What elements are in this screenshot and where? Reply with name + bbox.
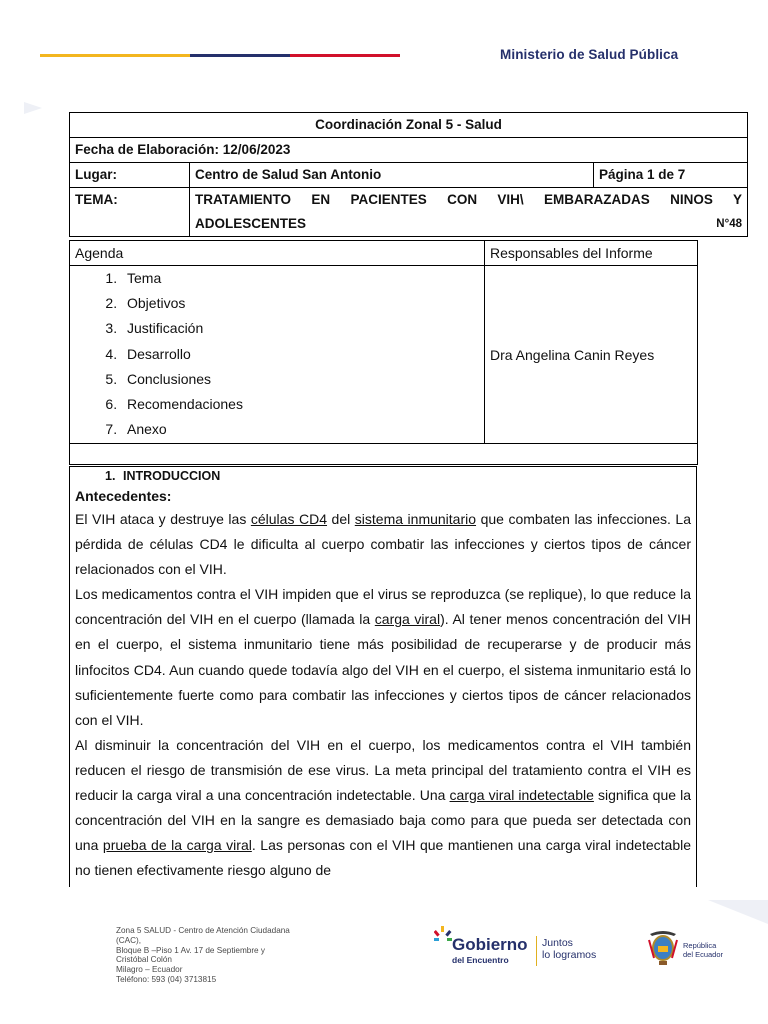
text-run: ). Al tener menos concentración del VIH en el cuerpo, el sistema inmunitario tiene más posibilidad de recuperarse y de producir más linfocitos CD4. Aun cuando quede todavía algo del VIH en el cuerpo, el sistema inmunitario está lo suficientemente fuerte como para combatir las infecciones y ciertos tipos de cáncer relacionados con el VIH. bbox=[75, 611, 691, 728]
text-run: Los medicamentos contra el VIH impiden que el virus se reproduzca (se replique), lo que reduce la concentración del VIH en el cuerpo (llamada la bbox=[75, 586, 691, 628]
info-table bbox=[69, 112, 748, 237]
topic-label: TEMA: bbox=[70, 188, 190, 237]
address-line: Bloque B –Piso 1 Av. 17 de Septiembre y bbox=[116, 945, 265, 955]
topic-line-2-row bbox=[195, 212, 742, 236]
header-color-bar bbox=[40, 54, 400, 57]
gobierno-tagline bbox=[542, 938, 596, 961]
antecedentes-heading: Antecedentes: bbox=[75, 488, 172, 504]
topic-line-1: TRATAMIENTO EN PACIENTES CON VIH\ EMBARAZADAS NINOS Y bbox=[195, 192, 742, 207]
text-run: Al disminuir la concentración del VIH en el cuerpo, los medicamentos contra el VIH también reducen el riesgo de transmisión de ese virus. La meta principal del tratamiento contra el VIH es reducir la carga viral a una concentración indetectable. Una bbox=[75, 736, 691, 804]
topic-cell bbox=[190, 188, 748, 237]
empty-row bbox=[70, 444, 698, 465]
link-cd4-cells[interactable]: células CD4 bbox=[250, 511, 328, 527]
link-undetectable-viral-load[interactable]: carga viral indetectable bbox=[449, 787, 594, 804]
topic-line-2: ADOLESCENTES bbox=[195, 216, 307, 231]
agenda-item: 4. Desarrollo bbox=[121, 342, 479, 367]
gobierno-star-icon bbox=[434, 926, 452, 948]
section-number: 1. bbox=[105, 469, 116, 483]
agenda-item: 7. Anexo bbox=[121, 417, 479, 442]
address-line: Zona 5 SALUD - Centro de Atención Ciudadana bbox=[116, 926, 290, 935]
ministry-title: Ministerio de Salud Pública bbox=[500, 47, 679, 62]
section-heading bbox=[105, 467, 691, 485]
agenda-item: 6. Recomendaciones bbox=[121, 392, 479, 417]
bar-red bbox=[290, 54, 400, 57]
introduction-section bbox=[69, 466, 697, 887]
republic-line: República bbox=[683, 941, 717, 950]
section-title: INTRODUCCION bbox=[123, 469, 221, 483]
decorative-corner-footer bbox=[708, 900, 768, 924]
republic-line: del Ecuador bbox=[683, 949, 724, 959]
tagline-line: lo logramos bbox=[542, 948, 597, 961]
agenda-title: Agenda bbox=[70, 241, 485, 266]
agenda-item: 3. Justificación bbox=[121, 316, 479, 341]
gobierno-wordmark: Gobierno bbox=[452, 935, 528, 954]
address-line: (CAC), bbox=[116, 935, 142, 945]
responsible-title: Responsables del Informe bbox=[485, 241, 698, 266]
government-logo bbox=[434, 922, 624, 970]
bar-blue bbox=[190, 54, 290, 57]
text-run: significa que la concentración del VIH en la sangre es demasiado baja como para que pueda ser detectada con una bbox=[75, 787, 691, 854]
footer-address bbox=[116, 926, 336, 985]
agenda-list bbox=[75, 266, 479, 442]
paragraph-1 bbox=[75, 507, 691, 582]
bar-yellow bbox=[40, 54, 190, 57]
date-row: Fecha de Elaboración: 12/06/2023 bbox=[70, 138, 748, 163]
tagline-line: Juntos bbox=[542, 937, 573, 949]
republic-label bbox=[683, 942, 723, 959]
page-indicator: Página 1 de 7 bbox=[594, 163, 748, 188]
gobierno-subtitle: del Encuentro bbox=[452, 955, 509, 965]
address-line: Milagro – Ecuador bbox=[116, 965, 183, 975]
address-line: Cristóbal Colón bbox=[116, 955, 172, 965]
agenda-item: 5. Conclusiones bbox=[121, 367, 479, 392]
paragraph-3 bbox=[75, 733, 691, 884]
coordination-title: Coordinación Zonal 5 - Salud bbox=[70, 113, 748, 138]
agenda-table bbox=[69, 240, 698, 465]
ecuador-coat-of-arms-icon bbox=[646, 928, 680, 968]
agenda-item: 2. Objetivos bbox=[121, 291, 479, 316]
responsible-name: Dra Angelina Canin Reyes bbox=[485, 266, 698, 444]
agenda-list-cell bbox=[70, 266, 485, 444]
text-run: del bbox=[327, 511, 355, 527]
place-label: Lugar: bbox=[70, 163, 190, 188]
link-viral-load[interactable]: carga viral bbox=[374, 611, 441, 628]
place-value: Centro de Salud San Antonio bbox=[190, 163, 594, 188]
document-number: N°48 bbox=[716, 218, 742, 230]
logo-separator bbox=[536, 936, 537, 966]
paragraph-2 bbox=[75, 582, 691, 733]
link-immune-system[interactable]: sistema inmunitario bbox=[354, 511, 477, 527]
text-run: El VIH ataca y destruye las bbox=[75, 511, 251, 527]
link-viral-load-test[interactable]: prueba de la carga viral bbox=[102, 837, 252, 854]
agenda-item: 1. Tema bbox=[121, 266, 479, 291]
text-run: que combaten las infecciones. La pérdida de células CD4 le dificulta al cuerpo combatir las infecciones y ciertos tipos de cáncer relacionados con el VIH. bbox=[75, 511, 691, 578]
address-line: Teléfono: 593 (04) 3713815 bbox=[116, 974, 217, 984]
text-run: . Las personas con el VIH que mantienen una carga viral indetectable no tienen efectivamente riesgo alguno de bbox=[75, 837, 691, 879]
decorative-corner bbox=[24, 102, 42, 114]
